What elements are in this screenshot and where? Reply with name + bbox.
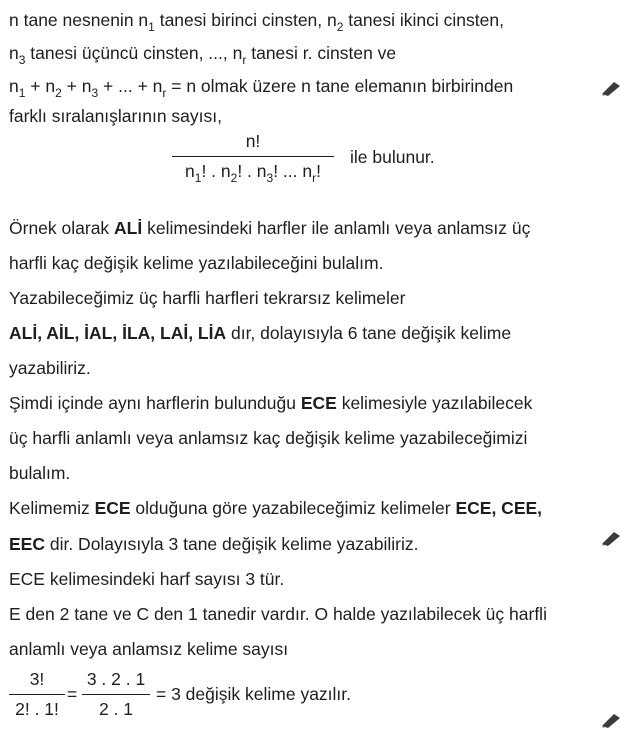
- example-line-3: Yazabileceğimiz üç harfli harfleri tekrarsız kelimeler: [9, 288, 406, 308]
- example-line-11: ECE kelimesindeki harf sayısı 3 tür.: [9, 569, 285, 589]
- subscript: 3: [18, 53, 26, 67]
- equals-sign: =: [67, 684, 78, 704]
- formula-denominator: [172, 160, 334, 185]
- subscript: 2: [230, 171, 238, 185]
- permutation-formula: [172, 130, 334, 185]
- fraction-bar: [9, 694, 65, 695]
- formula-numerator: n!: [245, 131, 261, 151]
- subscript: 3: [266, 171, 274, 185]
- text: n tane nesnenin n: [9, 10, 149, 30]
- text: n: [185, 161, 195, 181]
- subscript: r: [162, 86, 167, 100]
- example-line-4: [9, 322, 511, 344]
- example-line-5: yazabiliriz.: [9, 358, 91, 378]
- text: n: [9, 43, 19, 63]
- subscript: 1: [148, 20, 155, 34]
- example-line-9: [9, 497, 542, 519]
- text: + n: [61, 76, 92, 96]
- bold-word: EEC: [9, 534, 45, 554]
- example-line-10: [9, 533, 418, 555]
- subscript: r: [242, 53, 247, 67]
- bold-word: ECE: [94, 498, 131, 518]
- subscript: 3: [91, 86, 99, 100]
- text: tanesi üçüncü cinsten, ..., n: [25, 43, 243, 63]
- bold-word-list: ALİ, AİL, İAL, İLA, LAİ, LİA: [9, 323, 227, 343]
- pencil-icon: [600, 80, 620, 96]
- formula-suffix: ile bulunur.: [350, 147, 435, 167]
- text: n: [9, 76, 19, 96]
- example-line-7: üç harfli anlamlı veya anlamsız kaç değişik kelime yazabileceğimizi: [9, 428, 528, 448]
- text: ! . n: [201, 161, 231, 181]
- subscript: r: [312, 171, 317, 185]
- intro-line-3: [9, 75, 514, 100]
- example-line-12: E den 2 tane ve C den 1 tanedir vardır. O halde yazılabilecek üç harfli: [9, 604, 547, 624]
- text: Şimdi içinde aynı harflerin bulunduğu: [9, 393, 301, 413]
- subscript: 1: [194, 171, 202, 185]
- text: Kelimemiz: [9, 498, 95, 518]
- example-line-13: anlamlı veya anlamsız kelime sayısı: [9, 639, 289, 659]
- fraction-denominator: 2 . 1: [98, 699, 134, 719]
- text: + n: [25, 76, 56, 96]
- text: olduğuna göre yazabileceğimiz kelimeler: [130, 498, 456, 518]
- pencil-icon: [600, 712, 620, 728]
- subscript: 2: [55, 86, 62, 100]
- subscript: 1: [18, 86, 26, 100]
- text: ! ... n: [273, 161, 313, 181]
- bold-word-list: ECE, CEE,: [455, 498, 543, 518]
- fraction-denominator: 2! . 1!: [15, 699, 59, 719]
- text: ! . n: [237, 161, 267, 181]
- example-line-2: harfli kaç değişik kelime yazılabileceğini bulalım.: [9, 253, 384, 273]
- text: tanesi r. cinsten ve: [246, 43, 397, 63]
- intro-line-1: [9, 9, 504, 34]
- fraction-bar: [82, 694, 150, 695]
- intro-line-2: [9, 42, 397, 67]
- example-line-8: bulalım.: [9, 463, 71, 483]
- calc-result: = 3 değişik kelime yazılır.: [156, 684, 352, 704]
- text: !: [316, 161, 321, 181]
- example-line-1: [9, 217, 530, 239]
- text: dir. Dolayısıyla 3 tane değişik kelime yazabiliriz.: [44, 534, 419, 554]
- fraction-bar: [172, 156, 334, 157]
- text: dır, dolayısıyla 6 tane değişik kelime: [226, 323, 512, 343]
- calc-fraction-2: [82, 668, 150, 720]
- text: + ... + n: [98, 76, 163, 96]
- text: Örnek olarak: [9, 218, 115, 238]
- intro-line-4: farklı sıralanışlarının sayısı,: [9, 106, 222, 126]
- pencil-icon: [600, 530, 620, 546]
- fraction-numerator: 3 . 2 . 1: [86, 669, 146, 689]
- calc-fraction-1: [9, 668, 65, 720]
- subscript: 2: [336, 20, 344, 34]
- fraction-numerator: 3!: [29, 669, 45, 689]
- text: tanesi ikinci cinsten,: [343, 10, 504, 30]
- bold-word: ALİ: [114, 218, 143, 238]
- text: kelimesindeki harfler ile anlamlı veya anlamsız üç: [142, 218, 531, 238]
- text: = n olmak üzere n tane elemanın birbirinden: [166, 76, 514, 96]
- example-line-6: [9, 392, 532, 414]
- bold-word: ECE: [300, 393, 337, 413]
- text: kelimesiyle yazılabilecek: [336, 393, 533, 413]
- text: tanesi birinci cinsten, n: [154, 10, 337, 30]
